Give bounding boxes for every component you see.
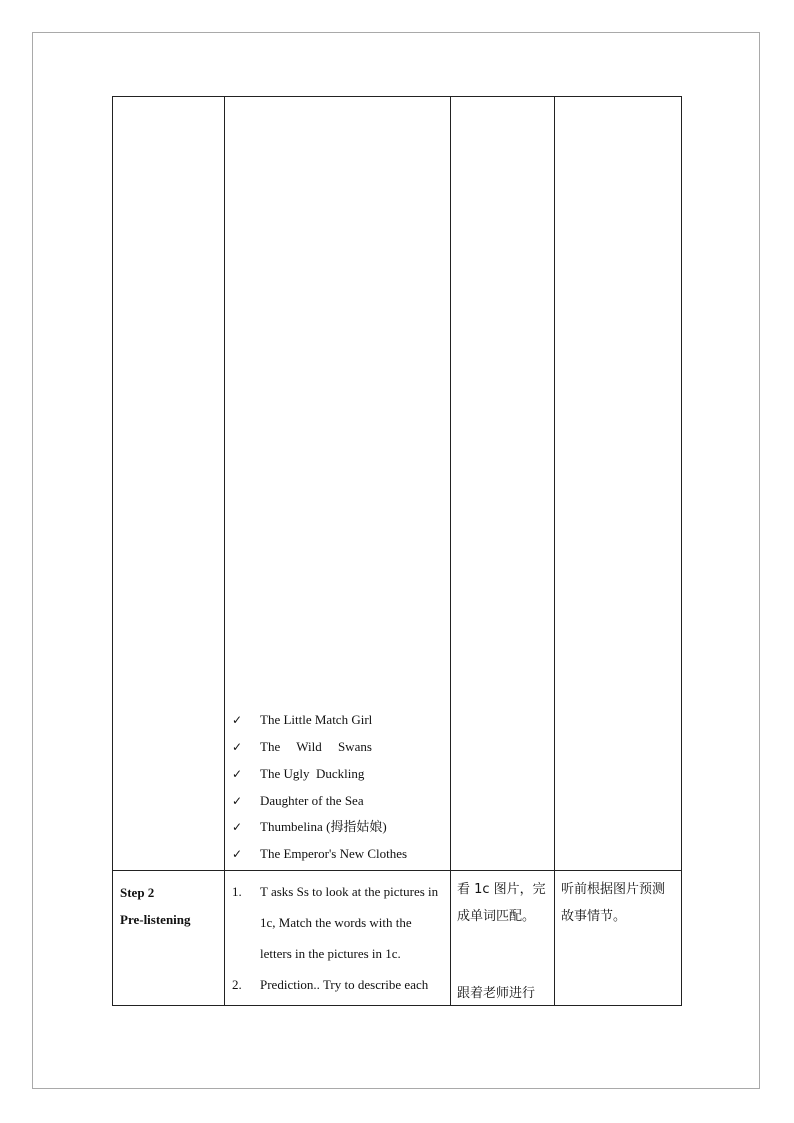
- student-activity-text: 看 1c 图片，完成单词匹配。: [457, 882, 546, 924]
- step-title: Step 2: [120, 885, 155, 900]
- list-item: [232, 876, 450, 969]
- teacher-activity-cell: [225, 871, 451, 1006]
- story-title: Thumbelina (拇指姑娘): [260, 819, 387, 835]
- story-title: The Little Match Girl: [260, 712, 373, 728]
- step-subtitle: Pre-listening: [120, 912, 191, 927]
- story-title: The Wild Swans: [260, 739, 372, 755]
- list-item: [232, 969, 450, 1000]
- story-title: The Ugly Duckling: [260, 765, 365, 781]
- story-title: Daughter of the Sea: [260, 792, 364, 808]
- list-item: [232, 841, 407, 868]
- check-icon: ✓: [232, 740, 243, 755]
- task-number: 1.: [232, 884, 242, 899]
- check-icon: ✓: [232, 820, 243, 835]
- story-list: [232, 707, 407, 868]
- task-list: [225, 871, 450, 1000]
- student-activity-cell-empty: [451, 97, 555, 871]
- list-item: [232, 788, 407, 815]
- list-item: [232, 761, 407, 788]
- purpose-cell-empty: [555, 97, 682, 871]
- check-icon: ✓: [232, 766, 243, 781]
- purpose-text: 听前根据图片预测故事情节。: [561, 882, 666, 924]
- task-text: T asks Ss to look at the pictures in 1c, Match the words with the letters in the pictures in 1c.: [260, 884, 439, 961]
- list-item: [232, 734, 407, 761]
- list-item: [232, 707, 407, 734]
- step-cell: [113, 871, 225, 1006]
- list-item: [232, 814, 407, 841]
- purpose-cell: [555, 871, 682, 1006]
- story-title: The Emperor's New Clothes: [260, 846, 408, 862]
- student-activity-text-2: 跟着老师进行: [457, 986, 536, 1001]
- check-icon: ✓: [232, 713, 243, 728]
- step-cell-empty: [113, 97, 225, 871]
- task-number: 2.: [232, 977, 242, 992]
- check-icon: ✓: [232, 793, 243, 808]
- lesson-plan-table: [112, 96, 682, 1006]
- task-text: Prediction.. Try to describe each: [260, 977, 429, 992]
- student-activity-cell: [451, 871, 555, 1006]
- table-row: [113, 871, 682, 1006]
- content-cell: [225, 97, 451, 871]
- check-icon: ✓: [232, 847, 243, 862]
- table-row: [113, 97, 682, 871]
